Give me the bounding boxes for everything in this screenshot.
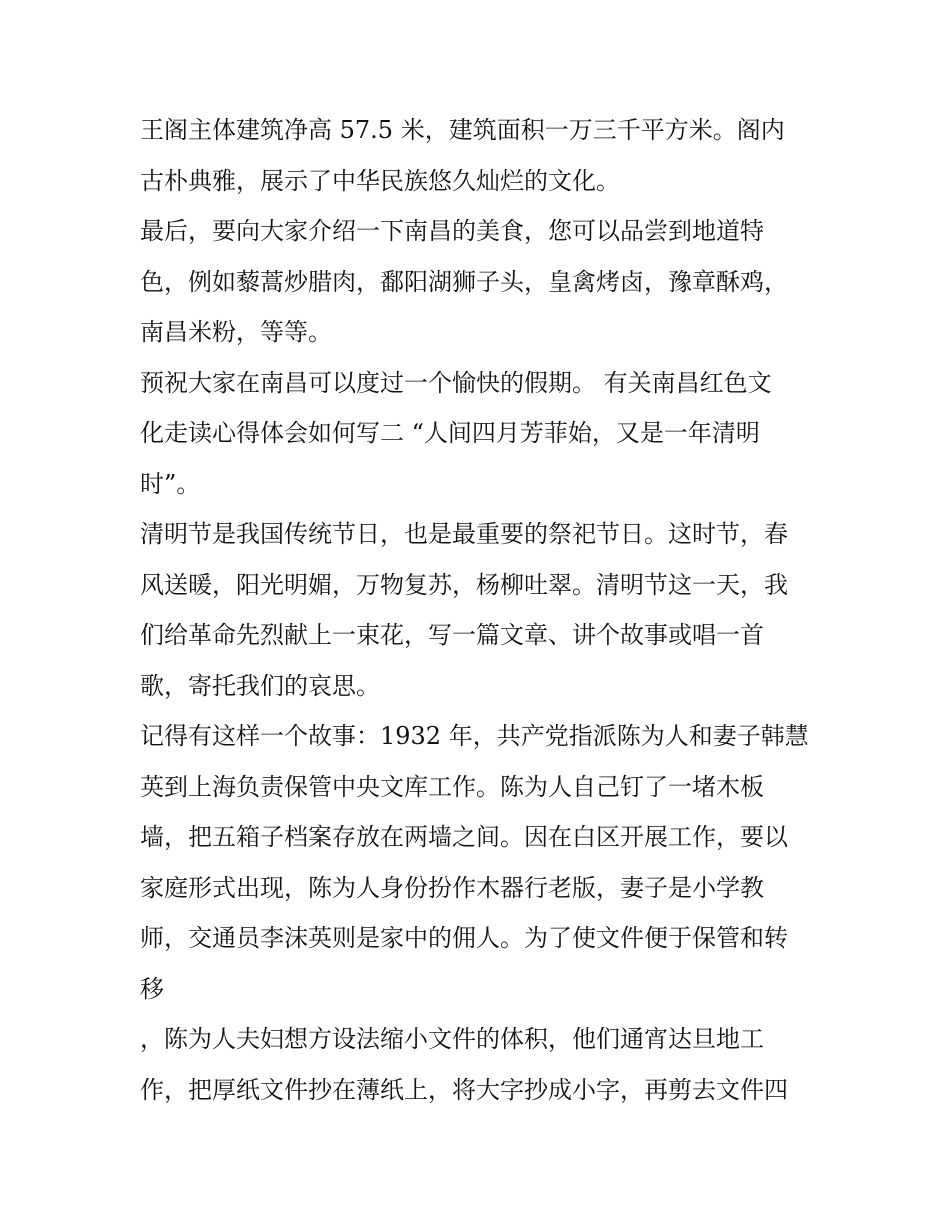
text-line: 时”。 (140, 469, 201, 498)
text-line: 预祝大家在南昌可以度过一个愉快的假期。 有关南昌红色文 (140, 368, 772, 397)
text-line: 移 (140, 974, 164, 1003)
document-body (140, 105, 820, 1115)
text-line: 师，交通员李沫英则是家中的佣人。为了使文件便于保管和转 (140, 924, 788, 952)
text-line: 南昌米粉，等等。 (140, 318, 332, 346)
text-line: ，陈为人夫妇想方设法缩小文件的体积，他们通宵达旦地工 (140, 1025, 764, 1053)
text-line: 风送暖，阳光明媚，万物复苏，杨柳吐翠。清明节这一天，我 (140, 570, 788, 599)
text-line: 色，例如藜蒿炒腊肉，鄱阳湖狮子头，皇禽烤卤，豫章酥鸡， (140, 267, 788, 296)
text-line: 清明节是我国传统节日，也是最重要的祭祀节日。这时节，春 (140, 520, 788, 548)
text-line: 记得有这样一个故事：1932 年，共产党指派陈为人和妻子韩慧 (140, 722, 809, 750)
text-line: 最后，要向大家介绍一下南昌的美食，您可以品尝到地道特 (140, 217, 764, 245)
text-line: 家庭形式出现，陈为人身份扮作木器行老版，妻子是小学教 (140, 873, 764, 902)
text-line: 歌，寄托我们的哀思。 (140, 671, 380, 700)
text-line: 古朴典雅，展示了中华民族悠久灿烂的文化。 (140, 166, 620, 195)
text-line: 墙，把五箱子档案存放在两墙之间。因在白区开展工作，要以 (140, 823, 788, 851)
text-line: 们给革命先烈献上一束花，写一篇文章、讲个故事或唱一首 (140, 621, 764, 649)
text-line: 作，把厚纸文件抄在薄纸上，将大字抄成小字，再剪去文件四 (140, 1075, 788, 1104)
text-line: 化走读心得体会如何写二 “人间四月芳菲始，又是一年清明 (140, 419, 760, 447)
text-line: 英到上海负责保管中央文库工作。陈为人自己钉了一堵木板 (140, 772, 764, 801)
text-line: 王阁主体建筑净高 57.5 米，建筑面积一万三千平方米。阁内 (140, 116, 785, 144)
